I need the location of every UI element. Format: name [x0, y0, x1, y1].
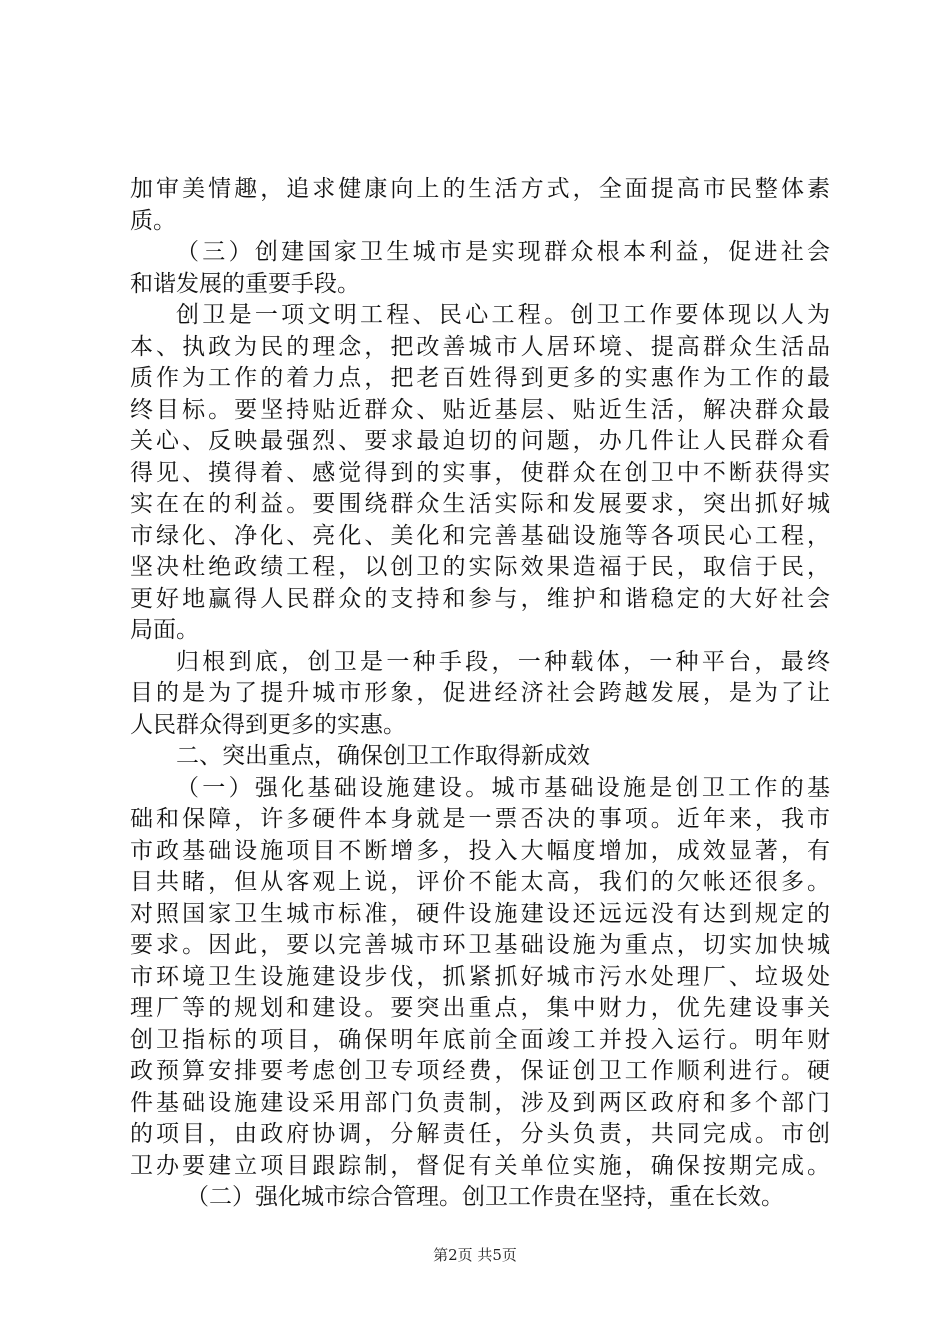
text-line: 目的是为了提升城市形象，促进经济社会跨越发展，是为了让 [130, 680, 830, 706]
text-line: 得见、摸得着、感觉得到的实事，使群众在创卫中不断获得实 [130, 459, 830, 486]
text-line: 本、执政为民的理念，把改善城市人居环境、提高群众生活品 [130, 333, 830, 360]
text-line: 坚决杜绝政绩工程，以创卫的实际效果造福于民，取信于民， [130, 554, 830, 580]
text-line: 卫办要建立项目跟踪制，督促有关单位实施，确保按期完成。 [130, 1152, 830, 1179]
text-line: 质作为工作的着力点，把老百姓得到更多的实惠作为工作的最 [130, 365, 830, 391]
text-line: 创卫指标的项目，确保明年底前全面竣工并投入运行。明年财 [130, 1026, 830, 1053]
text-line: （一）强化基础设施建设。城市基础设施是创卫工作的基 [176, 774, 830, 801]
text-line: 要求。因此，要以完善城市环卫基础设施为重点，切实加快城 [130, 932, 830, 958]
text-line: 件基础设施建设采用部门负责制，涉及到两区政府和多个部门 [130, 1089, 830, 1116]
text-line: 归根到底，创卫是一种手段，一种载体，一种平台，最终 [176, 648, 830, 675]
text-line: 理厂等的规划和建设。要突出重点，集中财力，优先建设事关 [130, 995, 830, 1021]
text-line: 更好地赢得人民群众的支持和参与，维护和谐稳定的大好社会 [130, 585, 830, 612]
text-line: 二、突出重点，确保创卫工作取得新成效 [176, 743, 590, 769]
page-footer: 第2页 共5页 [433, 1246, 517, 1264]
text-line: 对照国家卫生城市标准，硬件设施建设还远远没有达到规定的 [130, 900, 830, 927]
text-line: （二）强化城市综合管理。创卫工作贵在坚持，重在长效。 [186, 1184, 784, 1210]
text-line: 础和保障，许多硬件本身就是一票否决的事项。近年来，我市 [130, 806, 830, 832]
text-line: （三）创建国家卫生城市是实现群众根本利益，促进社会 [176, 239, 830, 265]
text-line: 市绿化、净化、亮化、美化和完善基础设施等各项民心工程， [130, 522, 830, 549]
text-line: 政预算安排要考虑创卫专项经费，保证创卫工作顺利进行。硬 [130, 1058, 830, 1084]
text-line: 创卫是一项文明工程、民心工程。创卫工作要体现以人为 [176, 302, 830, 328]
text-line: 质。 [130, 207, 176, 234]
text-line: 实在在的利益。要围绕群众生活实际和发展要求，突出抓好城 [130, 491, 830, 517]
text-line: 人民群众得到更多的实惠。 [130, 711, 406, 738]
text-line: 市环境卫生设施建设步伐，抓紧抓好城市污水处理厂、垃圾处 [130, 963, 830, 990]
text-line: 市政基础设施项目不断增多，投入大幅度增加，成效显著，有 [130, 837, 830, 864]
text-line: 局面。 [130, 617, 199, 643]
text-line: 目共睹，但从客观上说，评价不能太高，我们的欠帐还很多。 [130, 869, 830, 895]
text-line: 和谐发展的重要手段。 [130, 270, 360, 297]
text-line: 加审美情趣，追求健康向上的生活方式，全面提高市民整体素 [130, 176, 830, 202]
document-body [130, 174, 830, 1214]
text-line: 终目标。要坚持贴近群众、贴近基层、贴近生活，解决群众最 [130, 396, 830, 423]
text-line: 的项目，由政府协调，分解责任，分头负责，共同完成。市创 [130, 1121, 830, 1147]
text-line: 关心、反映最强烈、要求最迫切的问题，办几件让人民群众看 [130, 428, 830, 454]
